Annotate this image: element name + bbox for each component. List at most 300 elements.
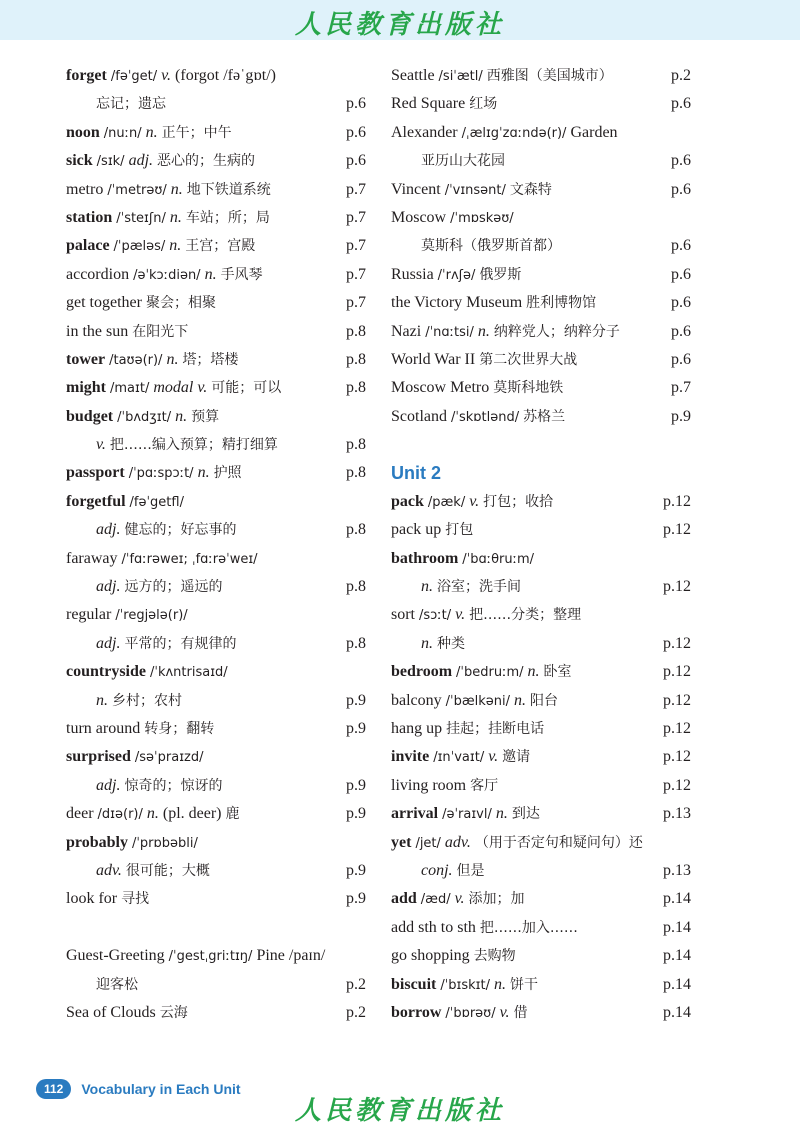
vocab-entry [391,261,691,289]
phonetic: /ˈbælkəni/ [445,693,510,709]
phonetic: /ˈkʌntrisaɪd/ [150,665,228,681]
page-ref: p.7 [346,237,366,255]
headword: countryside [66,663,146,681]
chinese-meaning: 到达 [511,806,540,823]
vocab-entry [66,62,366,90]
page-ref: p.9 [346,805,366,823]
page-ref: p.6 [671,152,691,170]
page-ref: p.12 [663,691,691,709]
vocab-entry [391,630,691,658]
page-ref: p.6 [346,95,366,113]
part-of-speech: n. [495,805,508,823]
phonetic: /nuːn/ [103,125,142,141]
chinese-meaning: 乡村；农村 [112,692,182,709]
part-of-speech: n. [175,407,188,425]
chinese-meaning: 恶心的；生病的 [157,153,256,170]
chinese-meaning: 护照 [213,465,242,482]
page-ref: p.9 [346,861,366,879]
phonetic: /pæk/ [427,494,466,510]
part-of-speech: v. [454,890,465,908]
vocab-entry [66,630,366,658]
headword: get together [66,294,142,312]
part-of-speech: adj. [96,776,121,794]
headword: deer [66,805,94,823]
headword: regular [66,606,112,624]
vocab-entry [391,176,691,204]
phonetic: /ˈregjələ(r)/ [115,608,188,624]
page-ref: p.12 [663,776,691,794]
part-of-speech: conj. [421,861,453,879]
chinese-meaning: 转身；翻转 [144,720,215,737]
chinese-meaning: 把……加入…… [479,919,578,936]
vocab-entry [66,658,366,686]
headword: Russia [391,265,434,283]
part-of-speech: modal v. [153,379,208,397]
chinese-meaning: 第二次世界大战 [479,351,578,368]
headword: faraway [66,549,118,567]
vocab-entry [66,857,366,885]
page-ref: p.8 [346,350,366,368]
vocab-entry [391,885,691,913]
chinese-meaning: 聚会；相聚 [145,295,216,312]
headword: Guest-Greeting [66,947,165,965]
chinese-meaning: 惊奇的；惊讶的 [124,777,223,794]
vocab-entry [66,232,366,260]
vocab-entry [391,829,691,857]
chinese-meaning: 饼干 [510,976,538,993]
vocab-entry [391,601,691,629]
headword: in the sun [66,322,129,340]
chinese-meaning: 红场 [469,96,498,113]
page-ref: p.14 [663,890,691,908]
chinese-meaning: 但是 [456,862,485,879]
phonetic: /fəˈgetfl/ [129,494,184,510]
unit-heading: Unit 2 [391,463,442,484]
headword: turn around [66,719,141,737]
headword: passport [66,464,125,482]
part-of-speech: adj. [96,634,121,652]
vocab-entry [391,147,691,175]
vocab-entry [391,914,691,942]
chinese-meaning: 很可能；大概 [125,862,210,879]
vocab-entry [391,232,691,260]
page-ref: p.6 [671,180,691,198]
phonetic: /ˈpɑːspɔːt/ [128,466,194,482]
vocab-entry [66,318,366,346]
chinese-meaning: 西雅图（美国城市） [486,68,613,84]
headword: sort [391,606,415,624]
page-ref: p.12 [663,663,691,681]
page-ref: p.2 [346,975,366,993]
phonetic: /sɪk/ [96,154,125,170]
page-ref: p.7 [671,379,691,397]
vocab-entry [66,772,366,800]
headword: balcony [391,691,442,709]
vocab-entry [66,204,366,232]
vocab-entry [66,573,366,601]
headword: noon [66,123,100,141]
chinese-meaning: 王宫；宫殿 [185,238,256,255]
headword: Scotland [391,407,447,425]
chinese-meaning: 去购物 [473,948,516,965]
phonetic: /fəˈget/ [110,69,158,84]
part-of-speech: n. [514,691,526,709]
headword: arrival [391,805,439,823]
vocab-entry [66,800,366,828]
headword: add sth to sth [391,918,476,936]
phonetic: /ˈbɒrəʊ/ [445,1005,496,1021]
chinese-meaning: 手风琴 [220,266,263,283]
part-of-speech: n. [421,634,433,652]
vocab-entry [391,743,691,771]
part-of-speech: adj. [128,152,154,170]
vocab-entry [391,346,691,374]
chinese-meaning: 卧室 [543,664,572,681]
vocab-entry [66,261,366,289]
phonetic: /ˈbedruːm/ [456,665,524,681]
vocab-entry [66,516,366,544]
phonetic: /əˈraɪvl/ [442,807,492,823]
headword: Seattle [391,67,435,84]
vocab-entry [66,346,366,374]
chinese-meaning: 阳台 [530,692,558,709]
page-ref: p.6 [671,237,691,255]
extra-info: Garden [570,123,618,141]
phonetic: /ˈgestˌgriːtɪŋ/ [168,949,253,965]
vocab-entry [66,119,366,147]
headword: metro [66,180,104,198]
chinese-meaning: 塔；塔楼 [182,351,239,368]
headword: tower [66,350,106,368]
chinese-meaning: 添加；加 [468,891,525,908]
chinese-meaning: 客厅 [470,777,499,794]
page-ref: p.2 [346,1003,366,1021]
page-ref: p.7 [346,180,366,198]
vocab-entry [66,601,366,629]
chinese-meaning: 平常的；有规律的 [124,635,237,652]
chinese-meaning: 纳粹党人；纳粹分子 [493,323,620,340]
chinese-meaning: 把……分类；整理 [469,607,582,624]
chinese-meaning: 俄罗斯 [479,266,522,283]
phonetic: /ˈskɒtlənd/ [451,409,520,425]
phonetic: /ˈfɑːrəweɪ; ˌfɑːrəˈweɪ/ [121,551,258,567]
headword: budget [66,407,114,425]
page-ref: p.6 [346,123,366,141]
part-of-speech: n. [166,350,179,368]
spacer [66,914,366,942]
part-of-speech: n. [96,691,108,709]
vocab-entry [66,374,366,402]
chinese-meaning: 忘记；遗忘 [96,96,166,113]
page-ref: p.8 [346,521,366,539]
chinese-meaning: 浴室；洗手间 [437,579,521,596]
phonetic: /ˈbʌdʒɪt/ [117,409,172,425]
headword: the Victory Museum [391,294,523,312]
chinese-meaning: 打包；收拾 [483,493,554,510]
headword: bathroom [391,549,459,567]
headword: living room [391,776,467,794]
vocab-entry [391,687,691,715]
headword: might [66,379,106,397]
chinese-meaning: 地下铁道系统 [186,181,271,198]
page-ref: p.12 [663,578,691,596]
chinese-meaning: 预算 [191,408,220,425]
vocab-entry [391,573,691,601]
vocab-column-left [66,62,366,1027]
phonetic: /ˈrʌʃə/ [437,267,476,283]
headword: surprised [66,748,131,766]
phonetic: /ɪnˈvaɪt/ [433,750,485,766]
page-number-badge: 112 [36,1079,71,1099]
page-ref: p.9 [346,890,366,908]
vocab-entry [66,545,366,573]
vocab-entry [66,687,366,715]
phonetic: /ˈbɑːθruːm/ [462,551,535,567]
page-ref: p.12 [663,719,691,737]
page-ref: p.6 [671,350,691,368]
vocab-entry [66,289,366,317]
vocab-entry [66,743,366,771]
headword: pack up [391,521,442,539]
vocab-entry [66,403,366,431]
chinese-meaning: 正午；中午 [161,124,232,141]
headword: look for [66,890,118,908]
part-of-speech: adj. [96,521,121,539]
headword: Vincent [391,180,441,198]
page-ref: p.12 [663,521,691,539]
vocab-entry [391,403,691,431]
page-ref: p.9 [346,719,366,737]
chinese-meaning: （用于否定句和疑问句）还 [474,834,643,851]
chinese-meaning: 可能；可以 [211,380,282,397]
headword: borrow [391,1003,442,1021]
part-of-speech: n. [494,975,506,993]
phonetic: /taʊə(r)/ [109,352,163,368]
headword: invite [391,748,430,766]
vocab-entry [66,488,366,516]
page-ref: p.12 [663,634,691,652]
spacer [391,431,691,459]
chinese-meaning: 健忘的；好忘事的 [124,522,237,539]
part-of-speech: v. [488,748,499,766]
chinese-meaning: 苏格兰 [523,408,566,425]
vocab-entry [66,715,366,743]
headword: accordion [66,265,130,283]
phonetic: /ˈmetrəʊ/ [107,182,167,198]
chinese-meaning: 文森特 [509,181,552,198]
headword: bedroom [391,663,453,681]
part-of-speech: v. [455,606,466,624]
page-ref: p.6 [671,322,691,340]
page-ref: p.13 [663,861,691,879]
page-ref: p.2 [671,67,691,84]
chinese-meaning: 邀请 [502,749,531,766]
extra-info: (forgot /fəˈgɒt/) [175,67,276,84]
page-ref: p.6 [671,95,691,113]
phonetic: /ˈpæləs/ [113,239,166,255]
extra-info: (pl. deer) [162,805,222,823]
phonetic: /siˈætl/ [438,69,483,84]
headword: add [391,890,417,908]
page-ref: p.9 [346,776,366,794]
vocab-entry [66,176,366,204]
page-ref: p.12 [663,492,691,510]
chinese-meaning: 在阳光下 [132,323,189,340]
part-of-speech: v. [161,67,172,84]
phonetic: /æd/ [420,892,451,908]
vocab-entry [391,62,691,90]
chinese-meaning: 把……编入预算；精打细算 [109,437,278,454]
phonetic: /ˌælɪgˈzɑːndə(r)/ [461,125,567,141]
chinese-meaning: 借 [513,1004,528,1021]
page-ref: p.7 [346,208,366,226]
page-ref: p.6 [671,294,691,312]
vocab-column-right [391,62,691,1027]
vocab-entry [391,971,691,999]
vocab-entry [391,516,691,544]
vocab-entry [391,545,691,573]
phonetic: /ˈvɪnsənt/ [444,182,506,198]
page-ref: p.6 [346,152,366,170]
headword: palace [66,237,110,255]
chinese-meaning: 寻找 [121,891,150,908]
part-of-speech: n. [146,805,159,823]
vocab-entry [66,971,366,999]
page-ref: p.8 [346,578,366,596]
page-ref: p.7 [346,294,366,312]
chinese-meaning: 迎客松 [96,976,138,993]
part-of-speech: n. [204,265,217,283]
page-ref: p.6 [671,265,691,283]
phonetic: /ˈnɑːtsi/ [425,324,474,340]
headword: station [66,208,113,226]
page-ref: p.8 [346,436,366,454]
page-ref: p.8 [346,634,366,652]
footer-title: Vocabulary in Each Unit [81,1081,241,1097]
page-ref: p.14 [663,918,691,936]
headword: Nazi [391,322,422,340]
headword: probably [66,833,128,851]
vocab-entry [391,942,691,970]
phonetic: /ˈmɒskəʊ/ [450,210,514,226]
page-ref: p.7 [346,265,366,283]
vocab-entry [391,715,691,743]
vocab-entry [391,772,691,800]
phonetic: /səˈpraɪzd/ [134,750,204,766]
vocab-entry [391,800,691,828]
phonetic: /dɪə(r)/ [97,807,143,823]
page-ref: p.14 [663,1003,691,1021]
part-of-speech: n. [197,464,210,482]
part-of-speech: n. [421,578,433,596]
part-of-speech: n. [170,180,183,198]
publisher-logo-top: 人民教育出版社 [294,10,505,40]
vocab-entry [391,204,691,232]
part-of-speech: n. [477,322,490,340]
chinese-meaning: 莫斯科（俄罗斯首都） [421,238,561,255]
part-of-speech: v. [469,492,480,510]
part-of-speech: n. [145,123,158,141]
part-of-speech: adj. [96,578,121,596]
vocab-entry [391,289,691,317]
phonetic: /sɔːt/ [419,608,452,624]
headword: Alexander [391,123,458,141]
part-of-speech: v. [499,1003,510,1021]
chinese-meaning: 鹿 [225,806,240,823]
part-of-speech: n. [169,208,182,226]
headword: World War II [391,350,476,368]
vocab-entry [391,119,691,147]
chinese-meaning: 远方的；遥远的 [124,579,223,596]
headword: forgetful [66,492,126,510]
part-of-speech: n. [527,663,540,681]
page-ref: p.12 [663,748,691,766]
part-of-speech: n. [169,237,182,255]
vocab-entry [391,857,691,885]
vocab-entry [66,431,366,459]
headword: pack [391,492,424,510]
chinese-meaning: 种类 [437,635,465,652]
chinese-meaning: 胜利博物馆 [526,295,597,312]
headword: Moscow [391,208,447,226]
page-ref: p.9 [671,407,691,425]
chinese-meaning: 莫斯科地铁 [493,380,564,397]
page-ref: p.13 [663,805,691,823]
page-ref: p.8 [346,464,366,482]
headword: hang up [391,719,443,737]
page-ref: p.8 [346,322,366,340]
vocab-entry [66,999,366,1027]
vocab-entry [391,90,691,118]
headword: Moscow Metro [391,379,490,397]
chinese-meaning: 挂起；挂断电话 [446,720,545,737]
vocab-entry [66,90,366,118]
vocab-entry [66,459,366,487]
vocab-entry [391,999,691,1027]
headword: sick [66,152,93,170]
vocab-entry [391,658,691,686]
chinese-meaning: 车站；所；局 [185,209,270,226]
headword: go shopping [391,947,470,965]
headword: biscuit [391,975,437,993]
headword: Sea of Clouds [66,1003,156,1021]
phonetic: /ˈbɪskɪt/ [440,977,490,993]
vocab-entry [391,318,691,346]
headword: forget [66,67,107,84]
vocab-entry [66,942,366,970]
chinese-meaning: 亚历山大花园 [421,153,505,170]
phonetic: /əˈkɔːdiən/ [133,267,201,283]
vocab-entry [391,374,691,402]
phonetic: /ˈprɒbəbli/ [131,835,198,851]
phonetic: /ˈsteɪʃn/ [116,210,166,226]
part-of-speech: v. [96,436,106,454]
page-ref: p.8 [346,379,366,397]
page-ref: p.14 [663,947,691,965]
vocab-entry [66,885,366,913]
phonetic: /jet/ [415,835,441,851]
page-ref: p.14 [663,975,691,993]
headword: yet [391,833,412,851]
publisher-logo-bottom: 人民教育出版社 [294,1096,505,1126]
vocab-entry [66,147,366,175]
chinese-meaning: 云海 [159,1004,188,1021]
part-of-speech: adv. [444,833,471,851]
vocab-entry [391,488,691,516]
extra-info: Pine /paɪn/ [256,947,326,965]
part-of-speech: adv. [96,861,122,879]
vocab-entry [66,829,366,857]
